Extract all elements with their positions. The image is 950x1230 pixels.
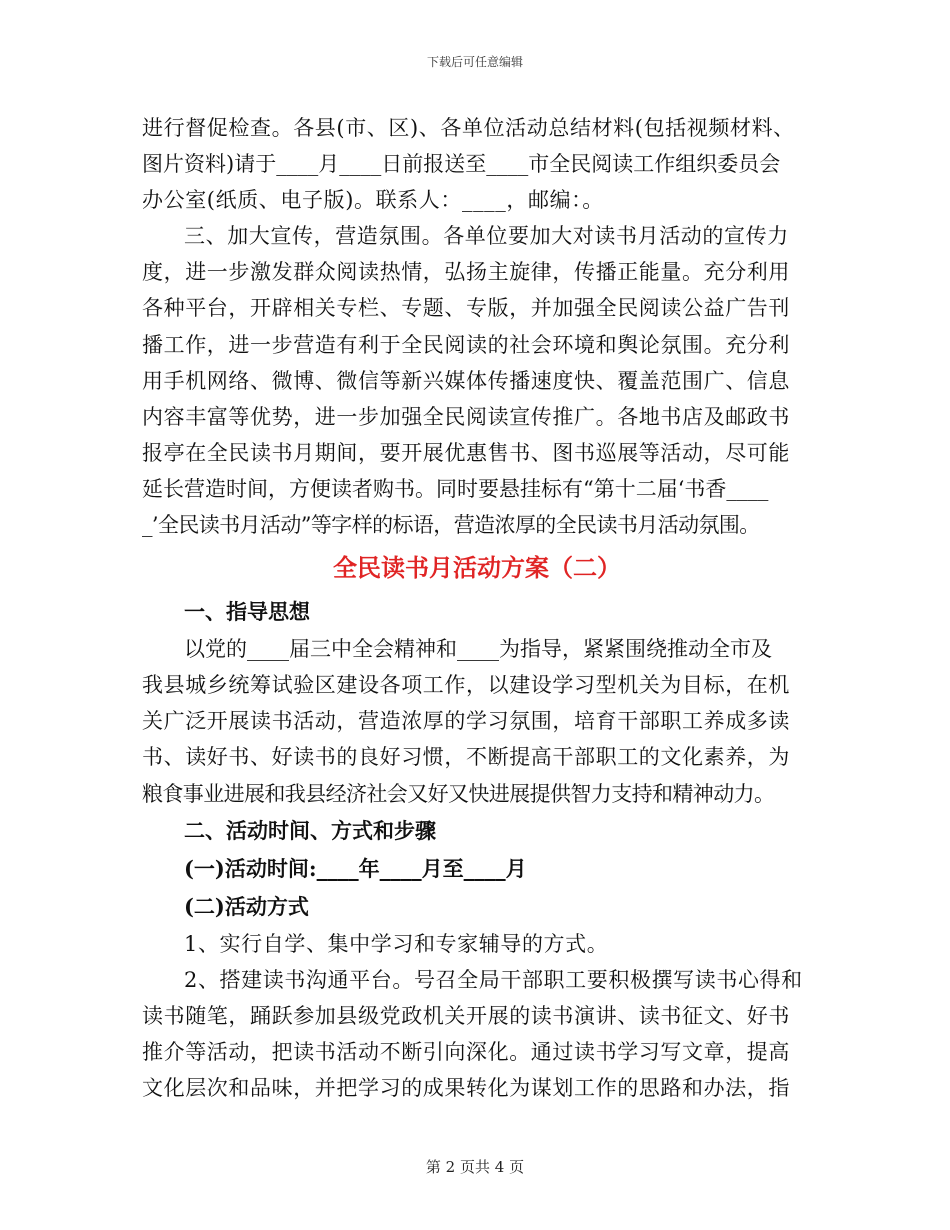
section-heading-guiding-thought: 一、指导思想 [184, 599, 310, 625]
activity-time-line: (一)活动时间:____年____月至____月 [184, 855, 527, 881]
document-title: 全民读书月活动方案（二） [333, 553, 621, 583]
page-footer: 第 2 页共 4 页 [425, 1158, 525, 1176]
text-line: 三、加大宣传，营造氛围。各单位要加大对读书月活动的宣传力 [184, 224, 789, 249]
section-heading-activity-time: 二、活动时间、方式和步骤 [184, 817, 436, 843]
text-line: 度，进一步激发群众阅读热情，弘扬主旋律，传播正能量。充分利用 [142, 260, 790, 285]
text-line: 粮食事业进展和我县经济社会又好又快进展提供智力支持和精神动力。 [142, 781, 775, 806]
text-line: 内容丰富等优势，进一步加强全民阅读宣传推广。各地书店及邮政书 [142, 404, 790, 429]
text-line: 各种平台，开辟相关专栏、专题、专版，并加强全民阅读公益广告刊 [142, 296, 790, 321]
paragraph-reading-platform [142, 962, 812, 1106]
text-line: 2、搭建读书沟通平台。号召全局干部职工要积极撰写读书心得和 [184, 967, 803, 992]
activity-method-heading: (二)活动方式 [184, 893, 309, 919]
text-line: 报亭在全民读书月期间，要开展优惠售书、图书巡展等活动，尽可能 [142, 440, 790, 465]
page-header: 下载后可任意编辑 [426, 55, 523, 69]
paragraph-report-deadline [142, 110, 812, 218]
text-line: 推介等活动，把读书活动不断引向深化。通过读书学习写文章，提高 [142, 1039, 790, 1064]
text-line: 延长营造时间，方便读者购书。同时要悬挂标有“第十二届‘书香____ [142, 476, 769, 501]
text-line: 书、读好书、好读书的良好习惯，不断提高干部职工的文化素养，为 [142, 745, 790, 770]
text-line: 用手机网络、微博、微信等新兴媒体传播速度快、覆盖范围广、信息 [142, 368, 790, 393]
text-line: 办公室(纸质、电子版)。联系人：____，邮编：。 [142, 188, 604, 213]
text-line: 我县城乡统筹试验区建设各项工作，以建设学习型机关为目标，在机 [142, 673, 790, 698]
text-line: 读书随笔，踊跃参加县级党政机关开展的读书演讲、读书征文、好书 [142, 1003, 790, 1028]
text-line: 播工作，进一步营造有利于全民阅读的社会环境和舆论氛围。充分利 [142, 332, 790, 357]
text-line: 关广泛开展读书活动，营造浓厚的学习氛围，培育干部职工养成多读 [142, 709, 790, 734]
list-item-self-study: 1、实行自学、集中学习和专家辅导的方式。 [184, 931, 609, 956]
paragraph-guiding-thought [142, 631, 812, 811]
text-line: 图片资料)请于____月____日前报送至____市全民阅读工作组织委员会 [142, 152, 781, 177]
text-line: 文化层次和品味，并把学习的成果转化为谋划工作的思路和办法，指 [142, 1075, 790, 1100]
paragraph-publicity [142, 218, 812, 543]
text-line: 进行督促检查。各县(市、区)、各单位活动总结材料(包括视频材料、 [142, 116, 795, 140]
text-line: _’全民读书月活动”等字样的标语，营造浓厚的全民读书月活动氛围。 [142, 513, 760, 538]
document-body [142, 110, 812, 1106]
text-line: 以党的____届三中全会精神和____为指导，紧紧围绕推动全市及 [184, 637, 772, 662]
